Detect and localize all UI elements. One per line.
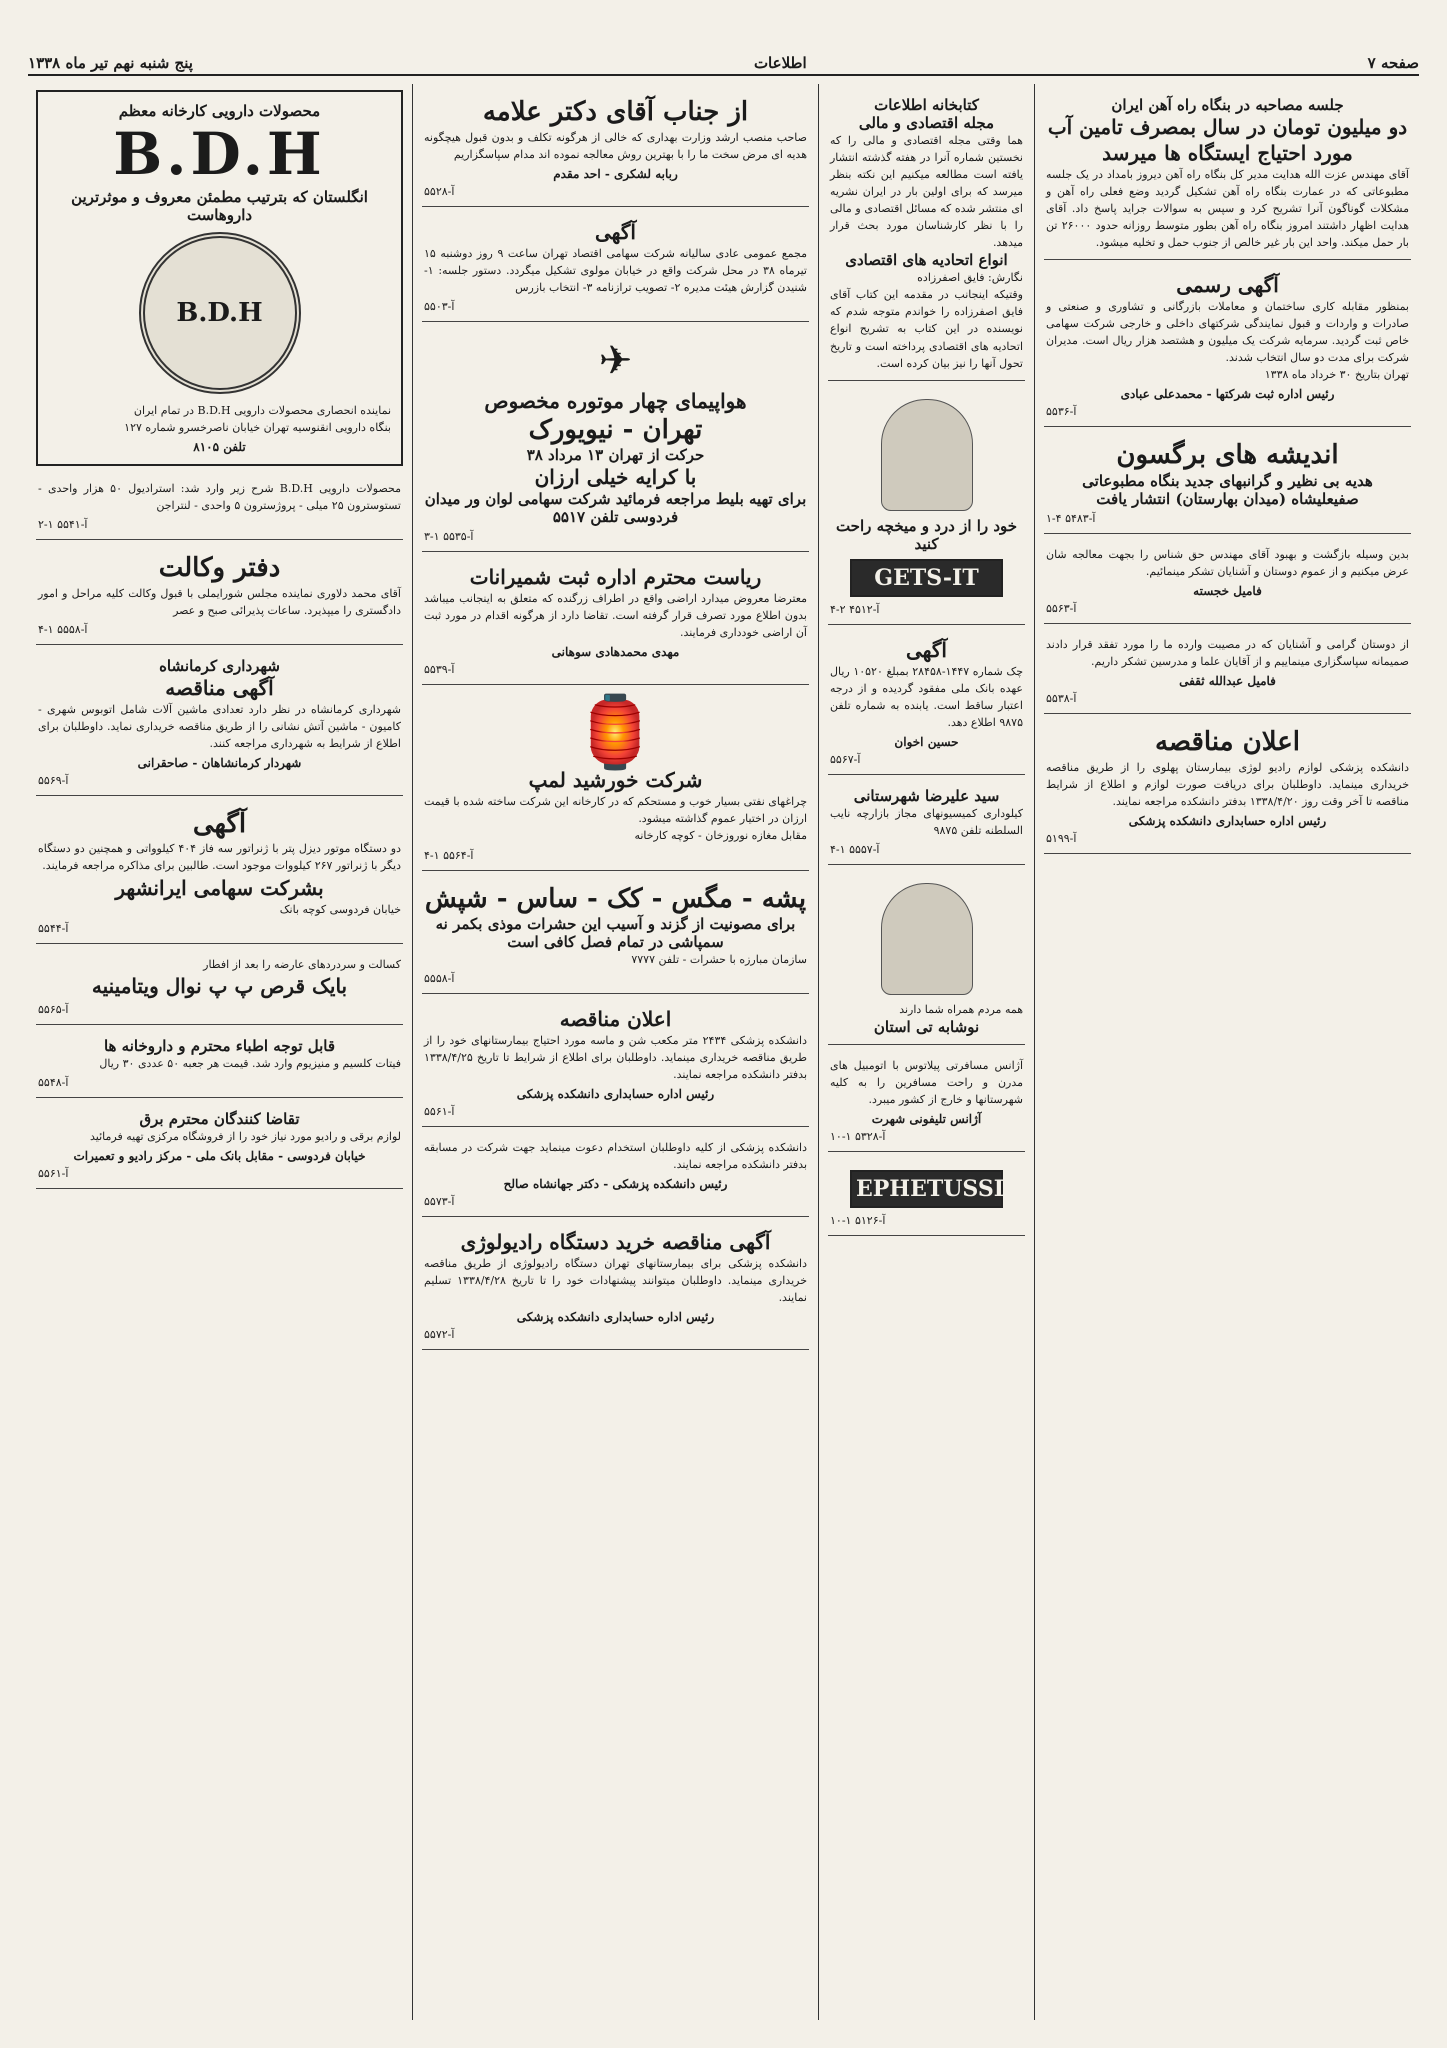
notice-body: صاحب منصب ارشد وزارت بهداری که خالی از هرگونه تکلف و بدون قبول هیچگونه هدیه ای مرض سخت ما را با بهترین روش معالجه نموده اند مدام سپاسگزاریم	[424, 130, 807, 161]
notice-body: مجمع عمومی عادی سالیانه شرکت سهامی اقتصاد تهران ساعت ۹ روز دوشنبه ۱۵ تیرماه ۳۸ در محل شرکت واقع در خیابان مولوی تشکیل میگردد. دستور جلسه: ۱- شنیدن گزارش هیئت مدیره ۲- تصویب ترازنامه ۳- انتخاب بازرس	[424, 246, 808, 294]
gets-it-ad	[828, 387, 1025, 625]
ad-title: تقاضا کنندگان محترم برق	[139, 1109, 300, 1128]
ad-reference: آ-۵۵۵۸	[424, 972, 455, 986]
ad-reference: آ-۵۱۹۹	[1046, 831, 1077, 845]
ad-reference: آ-۵۵۵۸ ۱-۴	[38, 622, 88, 636]
ad-reference: آ-۵۵۳۵ ۱-۳	[424, 530, 474, 544]
ad-contact: سازمان مبارزه با حشرات - تلفن ۷۷۷۷	[631, 953, 807, 967]
notice-title: از جناب آقای دکتر علامه	[482, 97, 749, 127]
doctor-thanks	[422, 90, 809, 207]
ad-reference: آ-۵۵۶۱	[38, 1166, 69, 1180]
ad-headline: بایک قرص پ پ نوال ویتامینیه	[91, 973, 348, 998]
hospital-tender	[422, 1000, 809, 1127]
bdh-ad	[36, 90, 403, 466]
notice-signature: رئیس اداره ثبت شرکتها - محمدعلی عبادی	[1120, 387, 1335, 402]
ad-reference: آ-۵۵۷۳	[424, 1195, 455, 1209]
railway-article	[1044, 90, 1411, 260]
ad-reference: آ-۵۵۶۴ ۱-۴	[424, 848, 474, 862]
ad-reference: آ-۵۵۵۷ ۱-۴	[830, 842, 880, 856]
column-rule	[818, 84, 819, 2020]
ad-address: خیابان فردوسی کوچه بانک	[279, 902, 401, 916]
ad-body: چراغهای نفتی بسیار خوب و مستحکم که در کارخانه این شرکت ساخته شده با قیمت ارزان در اختیار عموم گذاشته میشود.	[424, 795, 807, 826]
ad-body: آژانس مسافرتی پیلاتوس با اتومبیل های مدرن و راحت مسافرین را به کلیه شهرستانها و خارج از کشور میبرد.	[830, 1058, 1023, 1107]
notice-title: آگهی رسمی	[1176, 273, 1279, 298]
letter-body: معترضا معروض میدارد اراضی واقع در اطراف زرگنده که متعلق به اینجانب میباشد بدون اطلاع مورد تصرف قرار گرفته است. تقاضا دارد از هرگونه اقدام در مورد ثبت آن اراضی خودداری فرمایند.	[424, 592, 807, 640]
column-rule	[412, 84, 413, 2020]
notice-title: آگهی	[906, 637, 947, 662]
letter-signature: مهدی محمدهادی سوهانی	[551, 645, 680, 660]
tender-notice	[1044, 720, 1411, 854]
ad-reference: آ-۵۵۳۶	[1046, 405, 1077, 419]
article-body: آقای مهندس عزت الله هدایت مدیر کل بنگاه راه آهن دیروز بامداد در یک جلسه مطبوعاتی که در عمارت بنگاه راه آهن تشکیل گردید وضع فعلی راه آهن و مشکلات گوناگون آنرا تشریح کرد و سپس به سوالات جراید پاسخ داد. آقای هدایت اظهار داشتند امروز بنگاه راه آهن بطور متوسط روزانه حدود ۲۶۰۰۰ تن بار حمل میکند. واحد این بار غیر خالص از جنوب حمل و تخلیه میشود.	[1046, 168, 1410, 250]
company-name: شرکت خورشید لمپ	[528, 768, 703, 793]
iranshahr-ad	[36, 802, 403, 944]
review-title: انواع اتحادیه های اقتصادی	[845, 251, 1008, 270]
ad-representative: نماینده انحصاری محصولات دارویی B.D.H در تمام ایران	[133, 404, 391, 417]
seal-text: B.D.H	[176, 298, 263, 328]
ad-headline: هواپیمای چهار موتوره مخصوص	[484, 388, 747, 413]
company-name: بشرکت سهامی ایرانشهر	[115, 875, 324, 900]
ad-body: دو دستگاه موتور دیزل پتر با ژنراتور سه فاز ۴۰۴ کیلوواتی و همچنین دو دستگاه دیگر با ژنراتور ۲۶۷ کیلووات موجود است. طالبین برای مذاکره مراجعه فرمایند.	[38, 842, 401, 873]
ad-body: آقای محمد دلاوری نماینده مجلس شورایملی با قبول وکالت کلیه مراحل و امور دادگستری را میپذیرد. ساعات پذیرائی صبح و عصر	[38, 586, 401, 617]
ad-lead: کسالت و سردردهای عارضه را بعد از افطار	[203, 957, 401, 971]
notice-body: چک شماره ۱۴۴۷-۲۸۴۵۸ بمبلغ ۱۰۵۲۰ ریال عهده بانک ملی مفقود گردیده و از درجه اعتبار ساقط است. یابنده به شماره تلفن ۹۸۷۵ اطلاع دهد.	[830, 664, 1023, 729]
ad-reference: آ-۵۳۲۸ ۱-۱۰	[830, 1130, 886, 1144]
column-2	[820, 84, 1033, 2020]
ad-reference: آ-۵۵۶۹	[38, 773, 69, 787]
ad-slogan: همه مردم همراه شما دارند	[899, 1002, 1023, 1016]
ad-reference: آ-۵۵۶۵	[38, 1002, 69, 1016]
ad-reference: آ-۵۵۴۸	[38, 1075, 69, 1089]
letter-title: ریاست محترم اداره ثبت شمیرانات	[469, 565, 762, 590]
merchant-ad	[828, 781, 1025, 865]
airline-wings-icon: ✈	[598, 337, 633, 384]
tender-title: آگهی مناقصه خرید دستگاه رادیولوژی	[460, 1230, 771, 1255]
article-headline: دو میلیون تومان در سال بمصرف تامین آب مورد احتیاج ایستگاه ها میرسد	[1047, 115, 1408, 165]
review-title: مجله اقتصادی و مالی	[858, 114, 995, 132]
tender-body: دانشکده پزشکی لوازم رادیو لوژی بیمارستان پهلوی را از طریق مناقصه خریداری مینماید. داوطلبان برای دریافت صورت لوازم و اطلاع از شرایط مناقصه تا آخر وقت روز ۱۳۳۸/۴/۲۰ بدفتر دانشکده مراجعه نمایند.	[1046, 760, 1409, 808]
tender-signature: رئیس اداره حسابداری دانشکده پزشکی	[1128, 813, 1327, 828]
assembly-notice	[422, 213, 809, 322]
ad-reference: آ-۵۵۶۳	[1046, 602, 1077, 616]
ad-body: فیتات کلسیم و منیزیوم وارد شد. قیمت هر جعبه ۵۰ عددی ۳۰ ریال	[99, 1056, 401, 1070]
ad-reference: آ-۵۵۳۹	[424, 663, 455, 677]
oil-lamp-icon: 🏮	[571, 691, 660, 774]
travel-ad	[828, 1051, 1025, 1152]
column-4	[28, 84, 411, 2020]
ad-signature: آژانس تلیفونی شهرت	[871, 1112, 982, 1127]
notice-date: تهران بتاریخ ۳۰ خرداد ماه ۱۳۳۸	[1264, 368, 1409, 382]
drink-ad	[828, 871, 1025, 1045]
tender-body: شهرداری کرمانشاه در نظر دارد تعدادی ماشین آلات شامل اتوبوس شهری - کامیون - ماشین آتش نشانی را از طریق مناقصه خریداری نماید. داوطلبان برای اطلاع از شرایط به شهرداری مراجعه کنند.	[38, 702, 401, 750]
book-ad	[1044, 433, 1411, 534]
pharmacy-ad	[36, 1031, 403, 1098]
faculty-notice	[422, 1133, 809, 1217]
book-subtitle: هدیه بی نظیر و گرانبهای جدید بنگاه مطبوعاتی صفیعلیشاه (میدان بهارستان) انتشار یافت	[1082, 471, 1373, 508]
tender-title: اعلان مناقصه	[559, 1007, 672, 1032]
lost-check-notice	[828, 631, 1025, 775]
notice-body: دانشکده پزشکی از کلیه داوطلبان استخدام دعوت مینماید جهت شرکت در مسابقه بدفتر دانشکده مراجعه نمایند.	[424, 1141, 807, 1172]
route-name: تهران - نیویورک	[528, 414, 703, 445]
notice-body: بدین وسیله بازگشت و بهبود آقای مهندس حق شناس را بجهت معالجه شان عرض میکنیم و از عموم دوستان و آشنایان تشکر مینمائیم.	[1046, 547, 1409, 579]
section-title: کتابخانه اطلاعات	[874, 96, 979, 114]
masthead	[28, 52, 1419, 76]
ad-address: خیابان فردوسی - مقابل بانک ملی - مرکز رادیو و تعمیرات	[73, 1148, 366, 1163]
ad-reference: آ-۵۵۰۳	[424, 299, 455, 313]
insecticide-ad	[422, 877, 809, 995]
ad-reference: آ-۵۵۶۱	[424, 1105, 455, 1119]
notice-body: بمنظور مقابله کاری ساختمان و معاملات بازرگانی و تشاوری و صنعتی و صادرات و واردات و قبول نمایندگی شرکتهای داخلی و خارجی شرکت سهامی خاص ثبت گردید. سرمایه شرکت یک میلیون و هشتصد هزار ریال است. مدیران شرکت برای مدت دو سال انتخاب شدند.	[1046, 300, 1409, 365]
notice-signature: حسین اخوان	[894, 734, 959, 749]
ad-heading: محصولات دارویی کارخانه معظم	[118, 102, 321, 120]
ad-title: قابل توجه اطباء محترم و داروخانه ها	[103, 1036, 336, 1055]
ephetussin-ad	[828, 1158, 1025, 1236]
brand-logo: GETS-IT	[850, 559, 1003, 597]
ad-reference: آ-۵۵۴۴	[38, 921, 69, 935]
column-3	[414, 84, 817, 2020]
official-notice	[1044, 266, 1411, 427]
page-number: صفحه ۷	[1367, 54, 1419, 72]
ad-body: برای مصونیت از گزند و آسیب این حشرات موذی بکمر نه سمپاشی در تمام فصل کافی است	[435, 915, 796, 952]
tender-signature: رئیس اداره حسابداری دانشکده پزشکی	[516, 1310, 715, 1325]
notice-signature: رئیس دانشکده پزشکی - دکتر جهانشاه صالح	[503, 1177, 728, 1192]
ad-reference: آ-۵۵۳۸	[1046, 692, 1077, 706]
ad-title: سید علیرضا شهرستانی	[853, 786, 1000, 805]
ad-reference: آ-۴۵۱۲ ۲-۴	[830, 602, 880, 616]
tender-title: آگهی مناقصه	[165, 675, 274, 700]
tender-title: اعلان مناقصه	[1154, 727, 1300, 758]
electric-supply-ad	[36, 1104, 403, 1189]
column-1	[1036, 84, 1419, 2020]
british-drug-houses-seal-icon	[139, 232, 301, 394]
issuer-name: شهرداری کرمانشاه	[159, 656, 280, 675]
contact-info: برای تهیه بلیط مراجعه فرمائید شرکت سهامی لوان ور میدان فردوسی تلفن ۵۵۱۷	[424, 490, 807, 527]
notice-signature: ربابه لشکری - احد مقدم	[553, 166, 678, 181]
column-rule	[1034, 84, 1035, 2020]
paper-name: اطلاعات	[753, 54, 807, 72]
brand-name: نوشابه تی استان	[873, 1017, 980, 1036]
ad-body: لوازم برقی و رادیو مورد نیاز خود را از فروشگاه مرکزی تهیه فرمائید	[90, 1129, 401, 1143]
product-list: محصولات دارویی B.D.H شرح زیر وارد شد: استرادیول ۵۰ هزار واحدی - تستوسترون ۲۵ میلی - پروژسترون ۵ واحدی - لنتراجن	[38, 482, 402, 513]
review-body: وقتیکه اینجانب در مقدمه این کتاب آقای فایق اصفرزاده را خواندم متوجه شدم که نویسنده در این کتاب به تشریح انواع اتحادیه های اقتصادی پرداخته است و تاریخ تحول آنها را نیز بیان کرده است.	[830, 288, 1023, 370]
review-body: هما وقتی مجله اقتصادی و مالی را که نخستین شماره آنرا در هفته گذشته انتشار یافته است مطالعه میکنیم این نکته بنظر میرسد که برای اولین بار در ایران نشریه ای منتشر شده که مسائل اقتصادی و مالی را با نظر کارشناسان مورد بحث قرار میدهد.	[830, 134, 1023, 250]
vitamin-ad	[36, 950, 403, 1025]
woman-portrait-illustration	[881, 399, 973, 511]
library-section	[828, 90, 1025, 381]
ad-title: دفتر وکالت	[158, 553, 281, 584]
radiology-tender	[422, 1223, 809, 1350]
ad-reference: آ-۵۵۶۷	[830, 752, 861, 766]
notice-signature: فامیل خجسته	[1193, 584, 1262, 599]
bdh-product-list	[36, 474, 403, 540]
ad-reference: آ-۵۴۸۳ ۴-۱	[1046, 511, 1096, 525]
kermanshah-tender	[36, 651, 403, 796]
ad-body: کیلوداری کمیسیونهای مجاز بازارچه نایب السلطنه تلفن ۹۸۷۵	[830, 806, 1023, 837]
drinker-illustration	[881, 883, 973, 995]
registry-letter	[422, 558, 809, 685]
ad-description: انگلستان که بترتیب مطمئن معروف و موثرترین داروهاست	[71, 188, 368, 224]
ad-phone: تلفن ۸۱۰۵	[193, 440, 246, 455]
ad-reference: آ-۵۵۲۸	[424, 184, 455, 198]
thanks-notice	[1044, 540, 1411, 624]
bdh-logo: B.D.H	[113, 120, 326, 188]
ad-reference: آ-۵۵۴۱ ۱-۲	[38, 518, 88, 532]
airline-ad	[422, 328, 809, 553]
ad-title: آگهی	[192, 808, 247, 839]
tender-signature: رئیس اداره حسابداری دانشکده پزشکی	[516, 1087, 715, 1102]
ad-address: بنگاه دارویی انقنوسیه تهران خیابان ناصرخسرو شماره ۱۲۷	[124, 421, 391, 435]
article-kicker: جلسه مصاحبه در بنگاه راه آهن ایران	[1111, 96, 1344, 114]
review-author: نگارش: فایق اصفرزاده	[917, 271, 1023, 285]
book-title: اندیشه های برگسون	[1116, 440, 1339, 471]
khorshid-lamp-ad	[422, 691, 809, 870]
ad-reference: آ-۵۵۷۲	[424, 1328, 455, 1342]
mourning-notice	[1044, 630, 1411, 714]
ad-tagline: خود را از درد و میخچه راحت کنید	[835, 516, 1018, 553]
departure-date: حرکت از تهران ۱۳ مرداد ۳۸	[526, 446, 705, 465]
tender-body: دانشکده پزشکی ۲۴۳۴ متر مکعب شن و ماسه مورد احتیاج بیمارستانهای خود را از طریق مناقصه خریداری مینماید. داوطلبان برای اطلاع از شرایط تا تاریخ ۱۳۳۸/۴/۲۵ بدفتر دانشکده مراجعه نمایند.	[424, 1034, 808, 1082]
fare-text: با کرایه خیلی ارزان	[534, 465, 697, 490]
notice-signature: فامیل عبدالله ثقفی	[1179, 674, 1276, 689]
ad-reference: آ-۵۱۲۶ ۱-۱۰	[830, 1214, 886, 1228]
notice-body: از دوستان گرامی و آشنایان که در مصیبت وارده ما را مورد تفقد قرار دادند صمیمانه سپاسگزاری مینماییم و از آقایان علما و مدرسین تشکر داریم.	[1046, 638, 1409, 669]
notice-title: آگهی	[595, 219, 636, 244]
issue-date: پنج شنبه نهم تیر ماه ۱۳۳۸	[28, 54, 193, 72]
tender-signature: شهردار کرمانشاهان - صاحقرانی	[137, 755, 302, 770]
ad-address: مقابل مغازه نوروزخان - کوچه کارخانه	[634, 829, 807, 843]
law-office-ad	[36, 546, 403, 645]
tender-body: دانشکده پزشکی برای بیمارستانهای تهران دستگاه رادیولوژی از طریق مناقصه خریداری مینماید. داوطلبان میتوانند پیشنهادات خود را تا تاریخ ۱۳۳۸/۴/۲۸ تسلیم نمایند.	[424, 1257, 807, 1305]
brand-logo: EPHETUSSIN	[850, 1170, 1003, 1208]
ad-headline: پشه - مگس - کک - ساس - شپش	[424, 883, 807, 914]
